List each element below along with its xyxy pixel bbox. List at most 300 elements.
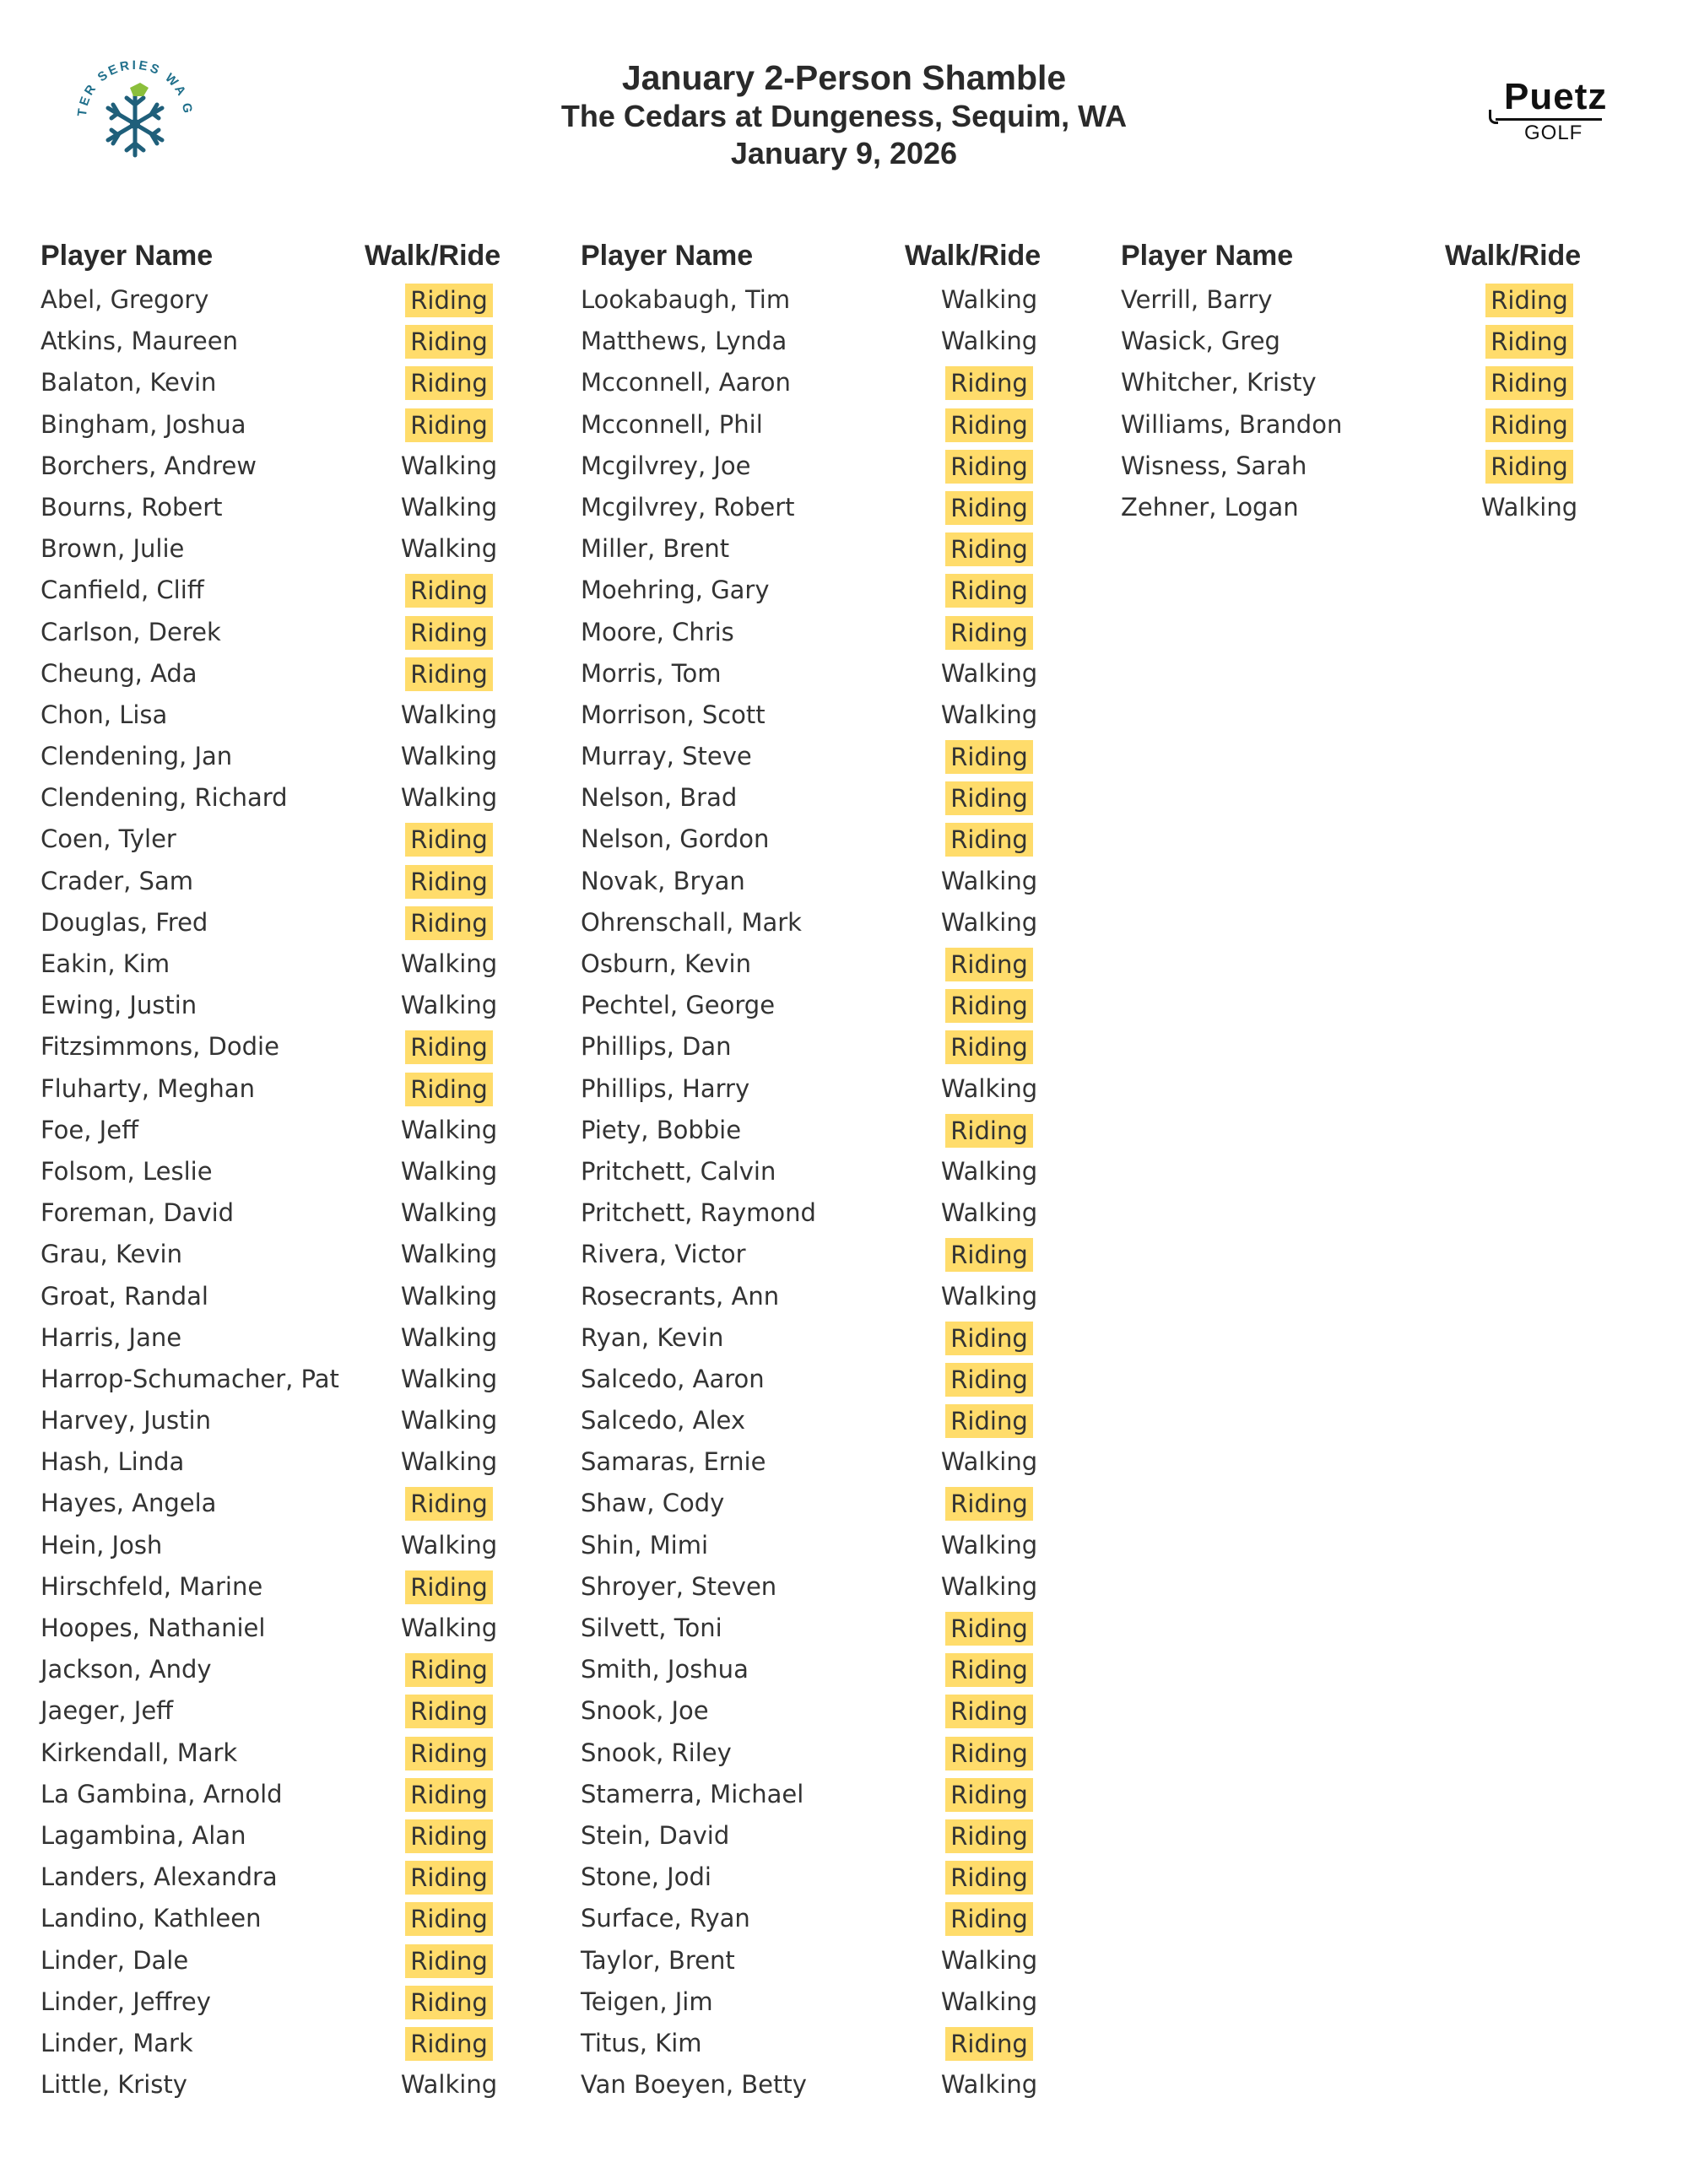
walking-label: Walking bbox=[400, 700, 498, 729]
riding-badge: Riding bbox=[945, 1861, 1033, 1895]
walking-label: Walking bbox=[940, 1987, 1038, 2016]
player-row bbox=[581, 1069, 1104, 1111]
player-row bbox=[581, 1027, 1104, 1068]
player-name: Snook, Joe bbox=[581, 1696, 709, 1726]
player-list bbox=[1121, 280, 1644, 529]
player-name: Osburn, Kevin bbox=[581, 949, 751, 978]
player-row bbox=[581, 986, 1104, 1027]
player-name: Salcedo, Alex bbox=[581, 1406, 745, 1435]
player-row bbox=[581, 2065, 1104, 2106]
player-row bbox=[581, 695, 1104, 737]
player-row bbox=[581, 1235, 1104, 1276]
player-name: Samaras, Ernie bbox=[581, 1447, 766, 1477]
player-name: Hoopes, Nathaniel bbox=[41, 1614, 266, 1642]
player-name: Stein, David bbox=[581, 1820, 730, 1850]
player-name: Rosecrants, Ann bbox=[581, 1281, 780, 1311]
riding-badge: Riding bbox=[945, 616, 1033, 650]
player-name: Linder, Jeffrey bbox=[41, 1987, 211, 2016]
player-name: Rivera, Victor bbox=[581, 1240, 746, 1269]
player-name: Balaton, Kevin bbox=[41, 368, 217, 397]
riding-badge: Riding bbox=[945, 1737, 1033, 1770]
walk-ride-header: Walk/Ride bbox=[905, 240, 1041, 272]
walking-label: Walking bbox=[400, 742, 498, 771]
player-row bbox=[41, 1816, 564, 1857]
player-row bbox=[41, 1360, 564, 1401]
walking-label: Walking bbox=[400, 2070, 498, 2100]
player-row bbox=[41, 446, 564, 488]
player-name: Crader, Sam bbox=[41, 866, 193, 895]
riding-badge: Riding bbox=[945, 491, 1033, 525]
walking-label: Walking bbox=[940, 327, 1038, 356]
player-name: Cheung, Ada bbox=[41, 658, 197, 688]
player-name: Grau, Kevin bbox=[41, 1240, 182, 1269]
riding-badge: Riding bbox=[1485, 325, 1573, 359]
player-name: Shin, Mimi bbox=[581, 1530, 709, 1560]
player-row bbox=[581, 1111, 1104, 1152]
walking-label: Walking bbox=[400, 534, 498, 564]
player-name-header: Player Name bbox=[41, 240, 214, 272]
logo-underline bbox=[1496, 118, 1602, 121]
player-list bbox=[581, 280, 1104, 2106]
player-name: Fluharty, Meghan bbox=[41, 1073, 255, 1103]
riding-badge: Riding bbox=[405, 325, 493, 359]
walking-label: Walking bbox=[400, 1156, 498, 1186]
riding-badge: Riding bbox=[405, 1487, 493, 1521]
riding-badge: Riding bbox=[405, 657, 493, 691]
riding-badge: Riding bbox=[405, 284, 493, 317]
player-name: Jaeger, Jeff bbox=[41, 1696, 174, 1726]
player-row bbox=[581, 363, 1104, 404]
riding-badge: Riding bbox=[405, 906, 493, 940]
player-row bbox=[41, 1857, 564, 1899]
player-row bbox=[581, 903, 1104, 944]
player-row bbox=[41, 1526, 564, 1567]
player-row bbox=[41, 1442, 564, 1484]
player-row bbox=[581, 1982, 1104, 2024]
player-name: Silvett, Toni bbox=[581, 1614, 722, 1642]
player-name: Clendening, Jan bbox=[41, 742, 233, 771]
walking-label: Walking bbox=[400, 991, 498, 1020]
player-name: Hash, Linda bbox=[41, 1447, 185, 1477]
walking-label: Walking bbox=[940, 907, 1038, 937]
player-row bbox=[581, 613, 1104, 654]
player-name: Stone, Jodi bbox=[581, 1862, 711, 1892]
player-name: Landers, Alexandra bbox=[41, 1862, 278, 1892]
riding-badge: Riding bbox=[405, 1778, 493, 1812]
player-row bbox=[581, 1401, 1104, 1442]
riding-badge: Riding bbox=[945, 1404, 1033, 1438]
player-name: Taylor, Brent bbox=[581, 1945, 735, 1975]
riding-badge: Riding bbox=[945, 1653, 1033, 1687]
player-row bbox=[41, 1027, 564, 1068]
player-name: Linder, Dale bbox=[41, 1945, 189, 1975]
riding-badge: Riding bbox=[945, 2027, 1033, 2061]
riding-badge: Riding bbox=[405, 1570, 493, 1604]
player-row bbox=[581, 1816, 1104, 1857]
column-header bbox=[1121, 235, 1644, 280]
walking-label: Walking bbox=[400, 492, 498, 522]
player-row bbox=[581, 944, 1104, 986]
player-name: Phillips, Dan bbox=[581, 1032, 732, 1062]
riding-badge: Riding bbox=[405, 865, 493, 899]
player-row bbox=[581, 1484, 1104, 1525]
riding-badge: Riding bbox=[405, 574, 493, 608]
player-name: Morrison, Scott bbox=[581, 700, 766, 729]
player-column-3 bbox=[1121, 235, 1644, 529]
player-row bbox=[41, 1069, 564, 1111]
player-row bbox=[581, 1733, 1104, 1775]
riding-badge: Riding bbox=[945, 1778, 1033, 1812]
walking-label: Walking bbox=[400, 949, 498, 978]
riding-badge: Riding bbox=[1485, 284, 1573, 317]
player-row bbox=[41, 1567, 564, 1608]
player-name: Miller, Brent bbox=[581, 534, 730, 564]
player-row bbox=[41, 2024, 564, 2065]
riding-badge: Riding bbox=[945, 1695, 1033, 1728]
walking-label: Walking bbox=[400, 1447, 498, 1477]
riding-badge: Riding bbox=[945, 1363, 1033, 1397]
riding-badge: Riding bbox=[945, 1819, 1033, 1853]
player-name: Bingham, Joshua bbox=[41, 409, 246, 439]
player-row bbox=[581, 1193, 1104, 1235]
player-name: Verrill, Barry bbox=[1121, 285, 1273, 314]
riding-badge: Riding bbox=[405, 1653, 493, 1687]
event-title: January 2-Person Shamble bbox=[621, 58, 1067, 97]
riding-badge: Riding bbox=[405, 616, 493, 650]
player-name: Moore, Chris bbox=[581, 617, 734, 646]
player-name: Kirkendall, Mark bbox=[41, 1738, 238, 1767]
event-date: January 9, 2026 bbox=[730, 136, 958, 170]
player-name: Groat, Randal bbox=[41, 1281, 208, 1311]
riding-badge: Riding bbox=[945, 989, 1033, 1023]
player-row bbox=[41, 903, 564, 944]
player-row bbox=[41, 819, 564, 861]
walking-label: Walking bbox=[400, 783, 498, 813]
player-name: Ewing, Justin bbox=[41, 991, 197, 1020]
riding-badge: Riding bbox=[1485, 366, 1573, 400]
riding-badge: Riding bbox=[405, 1861, 493, 1895]
player-row bbox=[1121, 488, 1644, 529]
player-name: Wisness, Sarah bbox=[1121, 451, 1307, 480]
player-name: Shroyer, Steven bbox=[581, 1571, 777, 1601]
player-row bbox=[581, 1526, 1104, 1567]
event-venue: The Cedars at Dungeness, Sequim, WA bbox=[560, 99, 1128, 133]
player-row bbox=[41, 1941, 564, 1982]
player-row bbox=[41, 654, 564, 695]
player-row bbox=[41, 1111, 564, 1152]
riding-badge: Riding bbox=[1485, 450, 1573, 484]
walking-label: Walking bbox=[940, 1281, 1038, 1311]
player-name: Pritchett, Calvin bbox=[581, 1156, 776, 1186]
riding-badge: Riding bbox=[945, 366, 1033, 400]
walking-label: Walking bbox=[940, 1530, 1038, 1560]
walking-label: Walking bbox=[400, 1240, 498, 1269]
player-row bbox=[41, 1401, 564, 1442]
walking-label: Walking bbox=[940, 2070, 1038, 2100]
player-row bbox=[41, 488, 564, 529]
player-row bbox=[581, 280, 1104, 322]
player-name: Foe, Jeff bbox=[41, 1115, 139, 1144]
player-name: Foreman, David bbox=[41, 1198, 235, 1228]
player-row bbox=[41, 529, 564, 570]
riding-badge: Riding bbox=[945, 740, 1033, 774]
player-row bbox=[581, 570, 1104, 612]
walk-ride-header: Walk/Ride bbox=[365, 240, 501, 272]
riding-badge: Riding bbox=[945, 1902, 1033, 1936]
player-name: Snook, Riley bbox=[581, 1738, 732, 1767]
player-row bbox=[41, 862, 564, 903]
player-row bbox=[581, 1152, 1104, 1193]
riding-badge: Riding bbox=[1485, 408, 1573, 442]
player-name: Carlson, Derek bbox=[41, 617, 221, 646]
player-name: Titus, Kim bbox=[581, 2028, 702, 2057]
walking-label: Walking bbox=[940, 866, 1038, 895]
player-row bbox=[581, 1608, 1104, 1650]
player-row bbox=[41, 2065, 564, 2106]
player-name: Mcgilvrey, Joe bbox=[581, 451, 751, 480]
riding-badge: Riding bbox=[405, 408, 493, 442]
riding-badge: Riding bbox=[945, 781, 1033, 815]
player-row bbox=[41, 570, 564, 612]
player-row bbox=[581, 862, 1104, 903]
player-row bbox=[41, 1193, 564, 1235]
player-row bbox=[581, 446, 1104, 488]
player-name: Harris, Jane bbox=[41, 1322, 182, 1352]
player-row bbox=[581, 1277, 1104, 1318]
player-row bbox=[41, 322, 564, 363]
walking-label: Walking bbox=[940, 1073, 1038, 1103]
riding-badge: Riding bbox=[405, 1986, 493, 2019]
riding-badge: Riding bbox=[945, 1114, 1033, 1148]
player-name: Atkins, Maureen bbox=[41, 327, 238, 356]
logo-sub: GOLF bbox=[1524, 122, 1583, 144]
riding-badge: Riding bbox=[945, 1322, 1033, 1355]
riding-badge: Riding bbox=[405, 1819, 493, 1853]
riding-badge: Riding bbox=[405, 1030, 493, 1064]
player-name: Douglas, Fred bbox=[41, 907, 208, 937]
walking-label: Walking bbox=[1480, 492, 1578, 522]
player-row bbox=[581, 1567, 1104, 1608]
player-row bbox=[41, 1484, 564, 1525]
player-name: Linder, Mark bbox=[41, 2028, 193, 2057]
puetz-golf-logo bbox=[1485, 76, 1612, 152]
player-name: Smith, Joshua bbox=[581, 1655, 749, 1684]
player-name: Whitcher, Kristy bbox=[1121, 368, 1317, 397]
player-row bbox=[581, 1899, 1104, 1940]
player-row bbox=[41, 1608, 564, 1650]
player-name: Williams, Brandon bbox=[1121, 409, 1343, 439]
player-name: Matthews, Lynda bbox=[581, 327, 787, 356]
player-name: Mcconnell, Phil bbox=[581, 409, 763, 439]
player-row bbox=[41, 695, 564, 737]
riding-badge: Riding bbox=[945, 948, 1033, 981]
player-row bbox=[41, 1899, 564, 1940]
walking-label: Walking bbox=[940, 285, 1038, 314]
walking-label: Walking bbox=[940, 658, 1038, 688]
walking-label: Walking bbox=[400, 1115, 498, 1144]
column-header bbox=[581, 235, 1104, 280]
player-row bbox=[41, 986, 564, 1027]
player-name: Novak, Bryan bbox=[581, 866, 745, 895]
walk-ride-header: Walk/Ride bbox=[1445, 240, 1582, 272]
player-list bbox=[41, 280, 564, 2106]
riding-badge: Riding bbox=[945, 408, 1033, 442]
walking-label: Walking bbox=[400, 1198, 498, 1228]
riding-badge: Riding bbox=[945, 532, 1033, 566]
walking-label: Walking bbox=[940, 700, 1038, 729]
player-name: Mcgilvrey, Robert bbox=[581, 492, 795, 522]
player-name: Nelson, Brad bbox=[581, 783, 738, 813]
player-row bbox=[581, 1775, 1104, 1816]
player-row bbox=[581, 654, 1104, 695]
player-row bbox=[41, 1691, 564, 1733]
player-name: Coen, Tyler bbox=[41, 824, 176, 854]
player-row bbox=[581, 1442, 1104, 1484]
riding-badge: Riding bbox=[945, 1030, 1033, 1064]
player-name: Nelson, Gordon bbox=[581, 824, 770, 854]
walking-label: Walking bbox=[940, 1945, 1038, 1975]
player-name: Canfield, Cliff bbox=[41, 576, 204, 605]
player-name: Murray, Steve bbox=[581, 742, 752, 771]
player-row bbox=[41, 1775, 564, 1816]
player-name: Ohrenschall, Mark bbox=[581, 907, 802, 937]
walking-label: Walking bbox=[400, 1614, 498, 1642]
player-row bbox=[581, 737, 1104, 778]
player-column-2 bbox=[581, 235, 1104, 2106]
riding-badge: Riding bbox=[405, 1902, 493, 1936]
player-name: Phillips, Harry bbox=[581, 1073, 750, 1103]
player-row bbox=[581, 778, 1104, 819]
player-name: Harrop-Schumacher, Pat bbox=[41, 1364, 339, 1393]
player-row bbox=[41, 1982, 564, 2024]
player-name: Hayes, Angela bbox=[41, 1489, 217, 1518]
player-row bbox=[581, 819, 1104, 861]
player-row bbox=[581, 1360, 1104, 1401]
player-row bbox=[581, 1691, 1104, 1733]
player-name: Morris, Tom bbox=[581, 658, 722, 688]
walking-label: Walking bbox=[400, 1281, 498, 1311]
player-name: Lagambina, Alan bbox=[41, 1820, 246, 1850]
walking-label: Walking bbox=[940, 1447, 1038, 1477]
player-name: Abel, Gregory bbox=[41, 285, 209, 314]
player-row bbox=[1121, 363, 1644, 404]
riding-badge: Riding bbox=[945, 823, 1033, 857]
player-name: Chon, Lisa bbox=[41, 700, 168, 729]
player-name: Fitzsimmons, Dodie bbox=[41, 1032, 279, 1062]
walking-label: Walking bbox=[400, 1364, 498, 1393]
player-row bbox=[1121, 405, 1644, 446]
riding-badge: Riding bbox=[405, 1695, 493, 1728]
walking-label: Walking bbox=[940, 1156, 1038, 1186]
riding-badge: Riding bbox=[945, 1487, 1033, 1521]
player-name: Ryan, Kevin bbox=[581, 1322, 724, 1352]
player-row bbox=[581, 488, 1104, 529]
document-header bbox=[0, 57, 1688, 172]
logo-brand: Puetz bbox=[1504, 76, 1608, 117]
player-row bbox=[1121, 280, 1644, 322]
player-row bbox=[1121, 446, 1644, 488]
player-row bbox=[581, 529, 1104, 570]
player-name: Piety, Bobbie bbox=[581, 1115, 742, 1144]
player-row bbox=[41, 280, 564, 322]
player-name: Teigen, Jim bbox=[581, 1987, 713, 2016]
riding-badge: Riding bbox=[945, 1612, 1033, 1646]
player-name: Harvey, Justin bbox=[41, 1406, 211, 1435]
player-row bbox=[41, 1318, 564, 1360]
player-row bbox=[1121, 322, 1644, 363]
player-row bbox=[41, 778, 564, 819]
player-row bbox=[41, 944, 564, 986]
riding-badge: Riding bbox=[945, 574, 1033, 608]
player-row bbox=[581, 322, 1104, 363]
column-header bbox=[41, 235, 564, 280]
player-name: Salcedo, Aaron bbox=[581, 1364, 765, 1393]
player-name-header: Player Name bbox=[581, 240, 754, 272]
player-name: Clendening, Richard bbox=[41, 783, 288, 813]
player-row bbox=[41, 1277, 564, 1318]
player-row bbox=[41, 405, 564, 446]
player-name: Van Boeyen, Betty bbox=[581, 2070, 807, 2100]
walking-label: Walking bbox=[940, 1571, 1038, 1601]
player-name: Pritchett, Raymond bbox=[581, 1198, 816, 1228]
riding-badge: Riding bbox=[405, 1073, 493, 1106]
player-name: Eakin, Kim bbox=[41, 949, 170, 978]
player-name: Hein, Josh bbox=[41, 1530, 163, 1560]
player-row bbox=[41, 1152, 564, 1193]
player-name: Folsom, Leslie bbox=[41, 1156, 213, 1186]
player-row bbox=[41, 1235, 564, 1276]
walking-label: Walking bbox=[400, 1406, 498, 1435]
logo-text-top: TER SERIES WA G bbox=[74, 57, 196, 117]
player-name: Hirschfeld, Marine bbox=[41, 1571, 263, 1601]
player-name: La Gambina, Arnold bbox=[41, 1779, 283, 1808]
player-column-1 bbox=[41, 235, 564, 2106]
player-name: Pechtel, George bbox=[581, 991, 776, 1020]
player-row bbox=[581, 1318, 1104, 1360]
riding-badge: Riding bbox=[945, 450, 1033, 484]
walking-label: Walking bbox=[400, 1322, 498, 1352]
player-name: Borchers, Andrew bbox=[41, 451, 257, 480]
player-name: Lookabaugh, Tim bbox=[581, 285, 791, 314]
player-name: Jackson, Andy bbox=[41, 1655, 212, 1684]
walking-label: Walking bbox=[940, 1198, 1038, 1228]
walking-label: Walking bbox=[400, 1530, 498, 1560]
player-name: Stamerra, Michael bbox=[581, 1779, 804, 1808]
riding-badge: Riding bbox=[405, 823, 493, 857]
player-name: Shaw, Cody bbox=[581, 1489, 725, 1518]
player-row bbox=[41, 1650, 564, 1691]
player-name: Surface, Ryan bbox=[581, 1904, 750, 1933]
golf-club-icon bbox=[1489, 110, 1498, 124]
player-row bbox=[41, 737, 564, 778]
player-row bbox=[41, 363, 564, 404]
player-row bbox=[581, 1857, 1104, 1899]
player-name: Mcconnell, Aaron bbox=[581, 368, 791, 397]
riding-badge: Riding bbox=[405, 2027, 493, 2061]
player-row bbox=[581, 1941, 1104, 1982]
player-name: Brown, Julie bbox=[41, 534, 185, 564]
player-row bbox=[581, 405, 1104, 446]
riding-badge: Riding bbox=[405, 366, 493, 400]
player-name-header: Player Name bbox=[1121, 240, 1294, 272]
riding-badge: Riding bbox=[405, 1944, 493, 1978]
player-name: Moehring, Gary bbox=[581, 576, 770, 605]
player-name: Wasick, Greg bbox=[1121, 327, 1280, 356]
riding-badge: Riding bbox=[405, 1737, 493, 1770]
player-row bbox=[581, 1650, 1104, 1691]
player-name: Landino, Kathleen bbox=[41, 1904, 262, 1933]
player-name: Little, Kristy bbox=[41, 2070, 187, 2100]
